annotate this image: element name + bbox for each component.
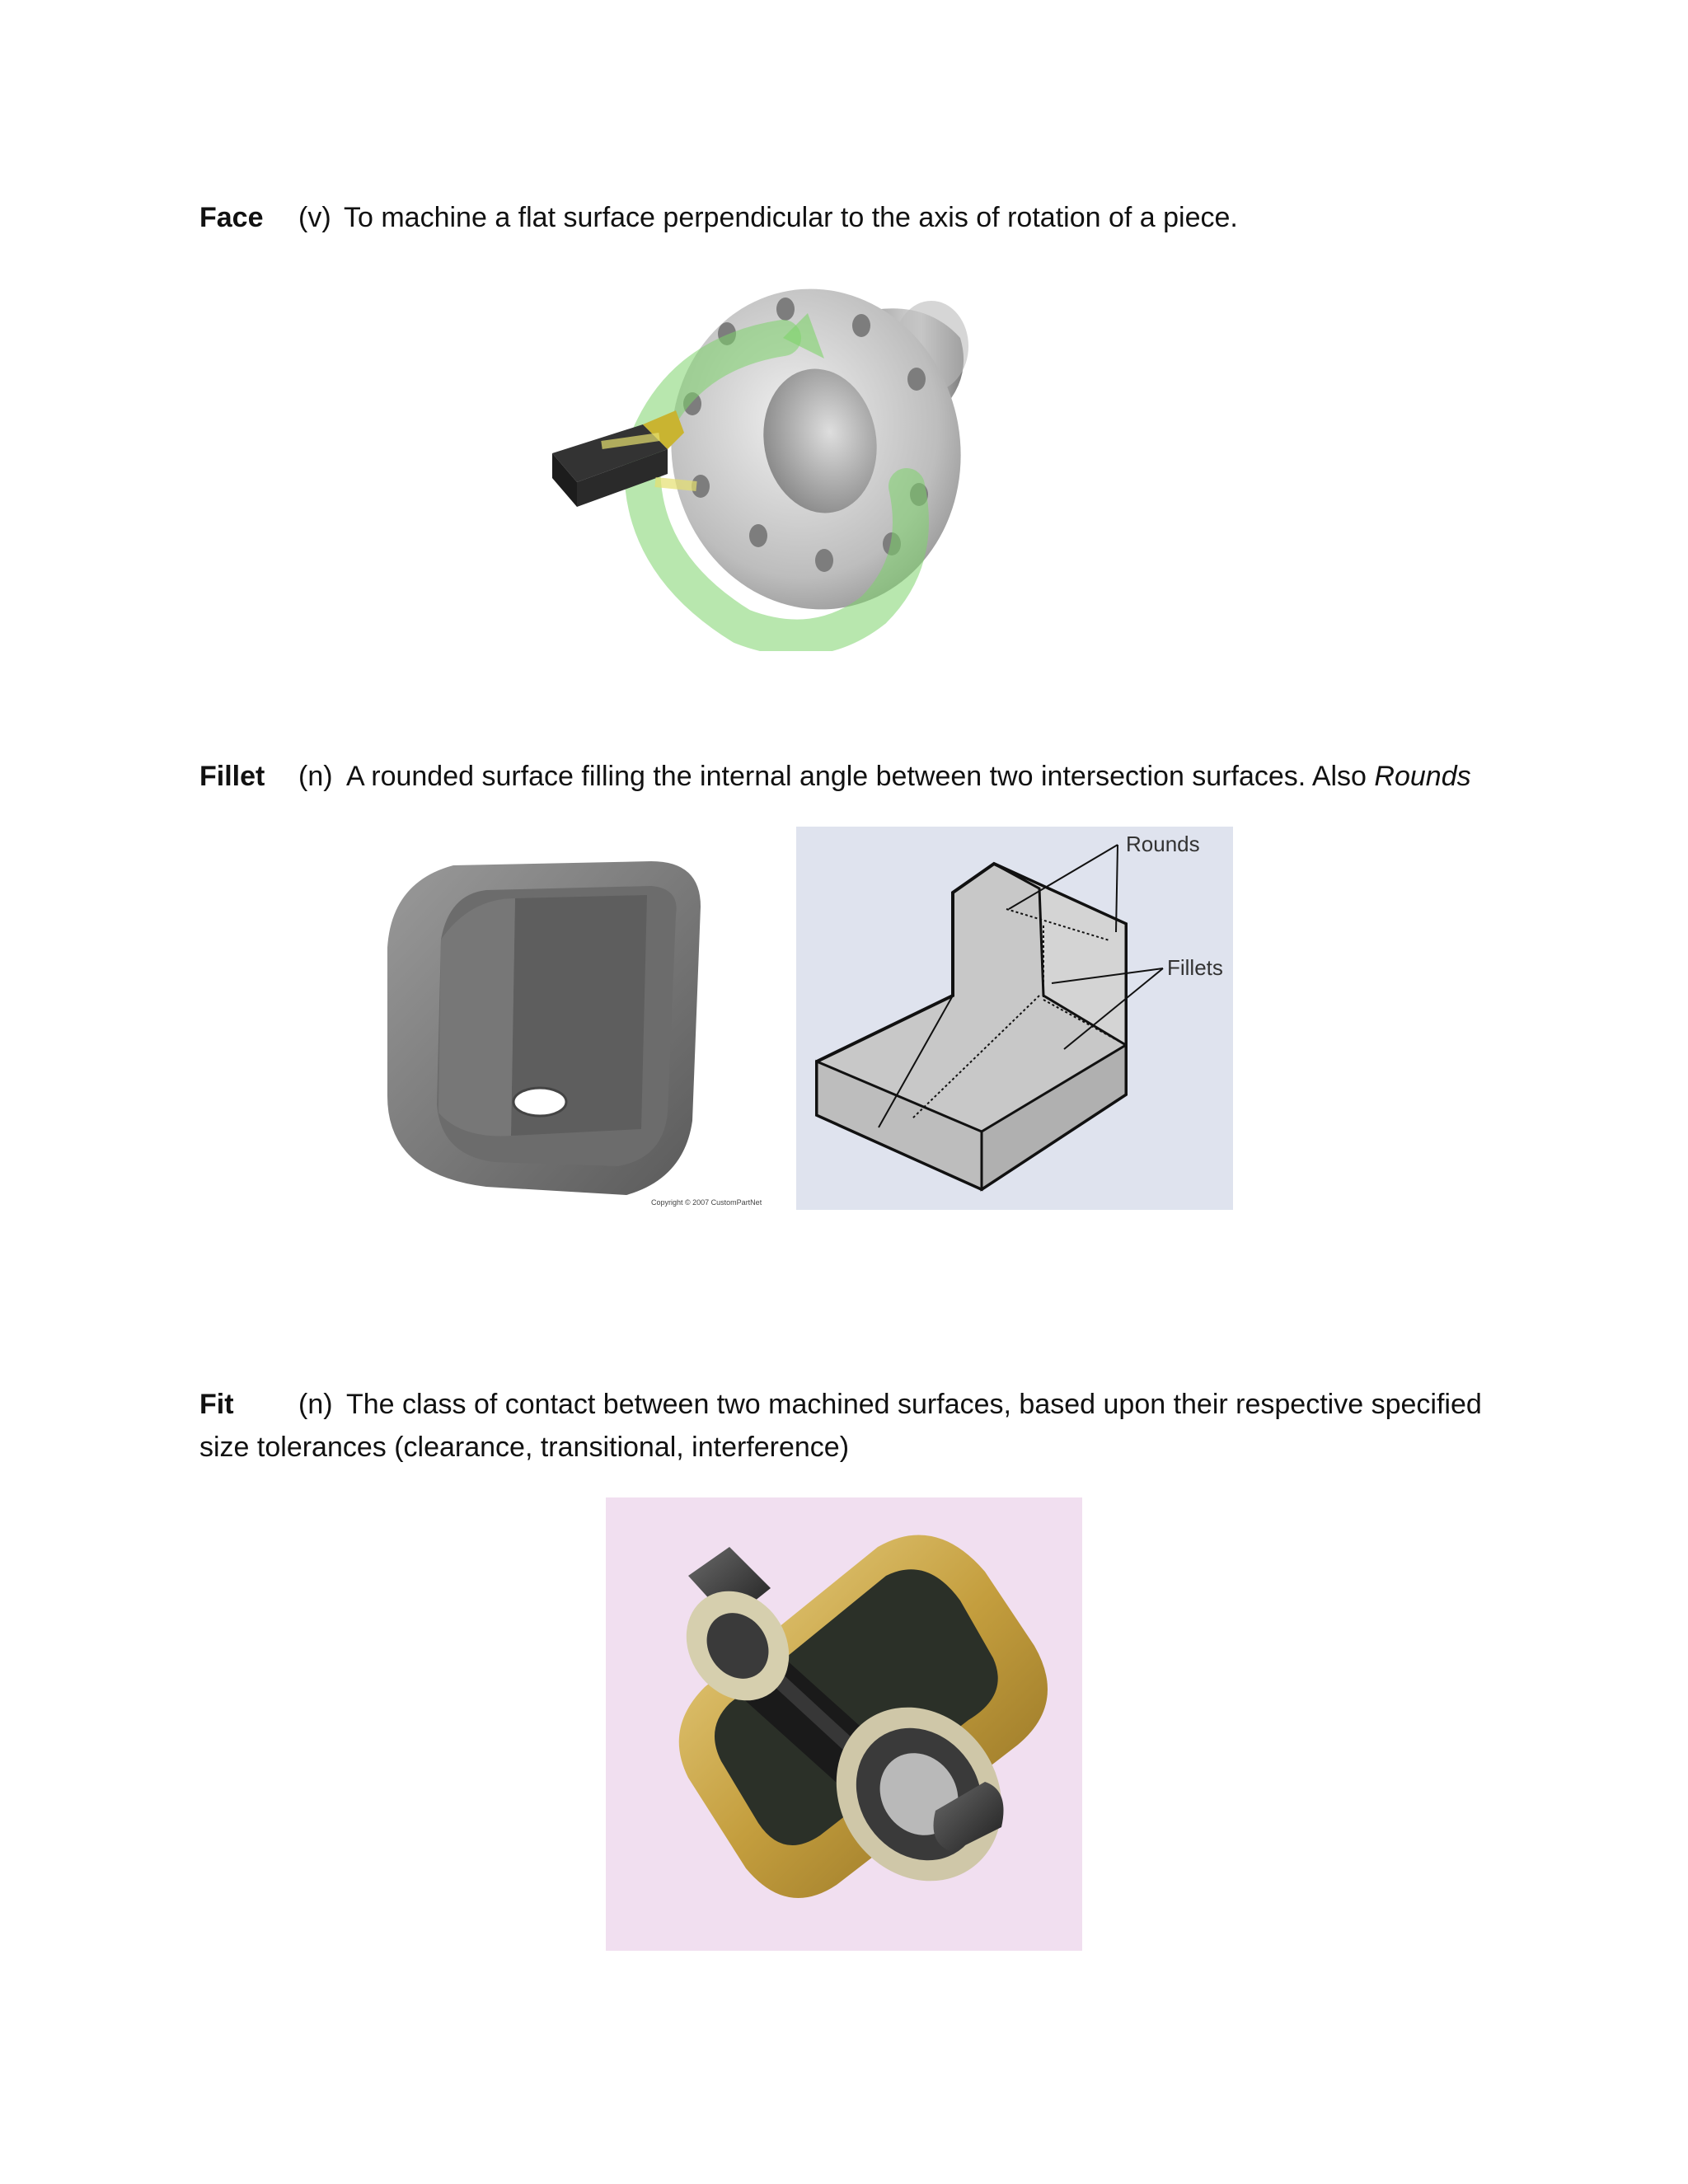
definition-fillet bbox=[346, 759, 1471, 794]
definition-fit: The class of contact between two machined surfaces, based upon their respective specified bbox=[346, 1389, 1482, 1420]
part-of-speech-face: (v) bbox=[298, 202, 331, 233]
entry-fit bbox=[199, 1387, 1601, 1423]
label-fillets: Fillets bbox=[1167, 955, 1223, 980]
term-fit: Fit bbox=[199, 1389, 234, 1420]
fillet-diagram bbox=[796, 827, 1233, 1210]
label-rounds: Rounds bbox=[1126, 832, 1200, 856]
definition-face: To machine a flat surface perpendicular to the axis of rotation of a piece. bbox=[344, 202, 1238, 233]
entry-fit-line2 bbox=[199, 1430, 1601, 1466]
fillet-copyright: Copyright © 2007 CustomPartNet bbox=[651, 1198, 762, 1207]
face-illustration bbox=[544, 280, 989, 651]
definition-fillet-italic: Rounds bbox=[1374, 761, 1471, 792]
fit-photo bbox=[606, 1497, 1082, 1951]
definition-fillet-text: A rounded surface filling the internal angle between two intersection surfaces. Also bbox=[346, 761, 1367, 792]
term-fillet: Fillet bbox=[199, 761, 265, 792]
entry-face bbox=[199, 200, 1601, 237]
definition-fit-line2: size tolerances (clearance, transitional, interference) bbox=[199, 1432, 850, 1463]
term-face: Face bbox=[199, 202, 264, 233]
part-of-speech-fillet: (n) bbox=[298, 761, 333, 792]
entry-fillet bbox=[199, 759, 1601, 795]
fillet-block-illustration bbox=[379, 849, 799, 1212]
part-of-speech-fit: (n) bbox=[298, 1389, 333, 1420]
